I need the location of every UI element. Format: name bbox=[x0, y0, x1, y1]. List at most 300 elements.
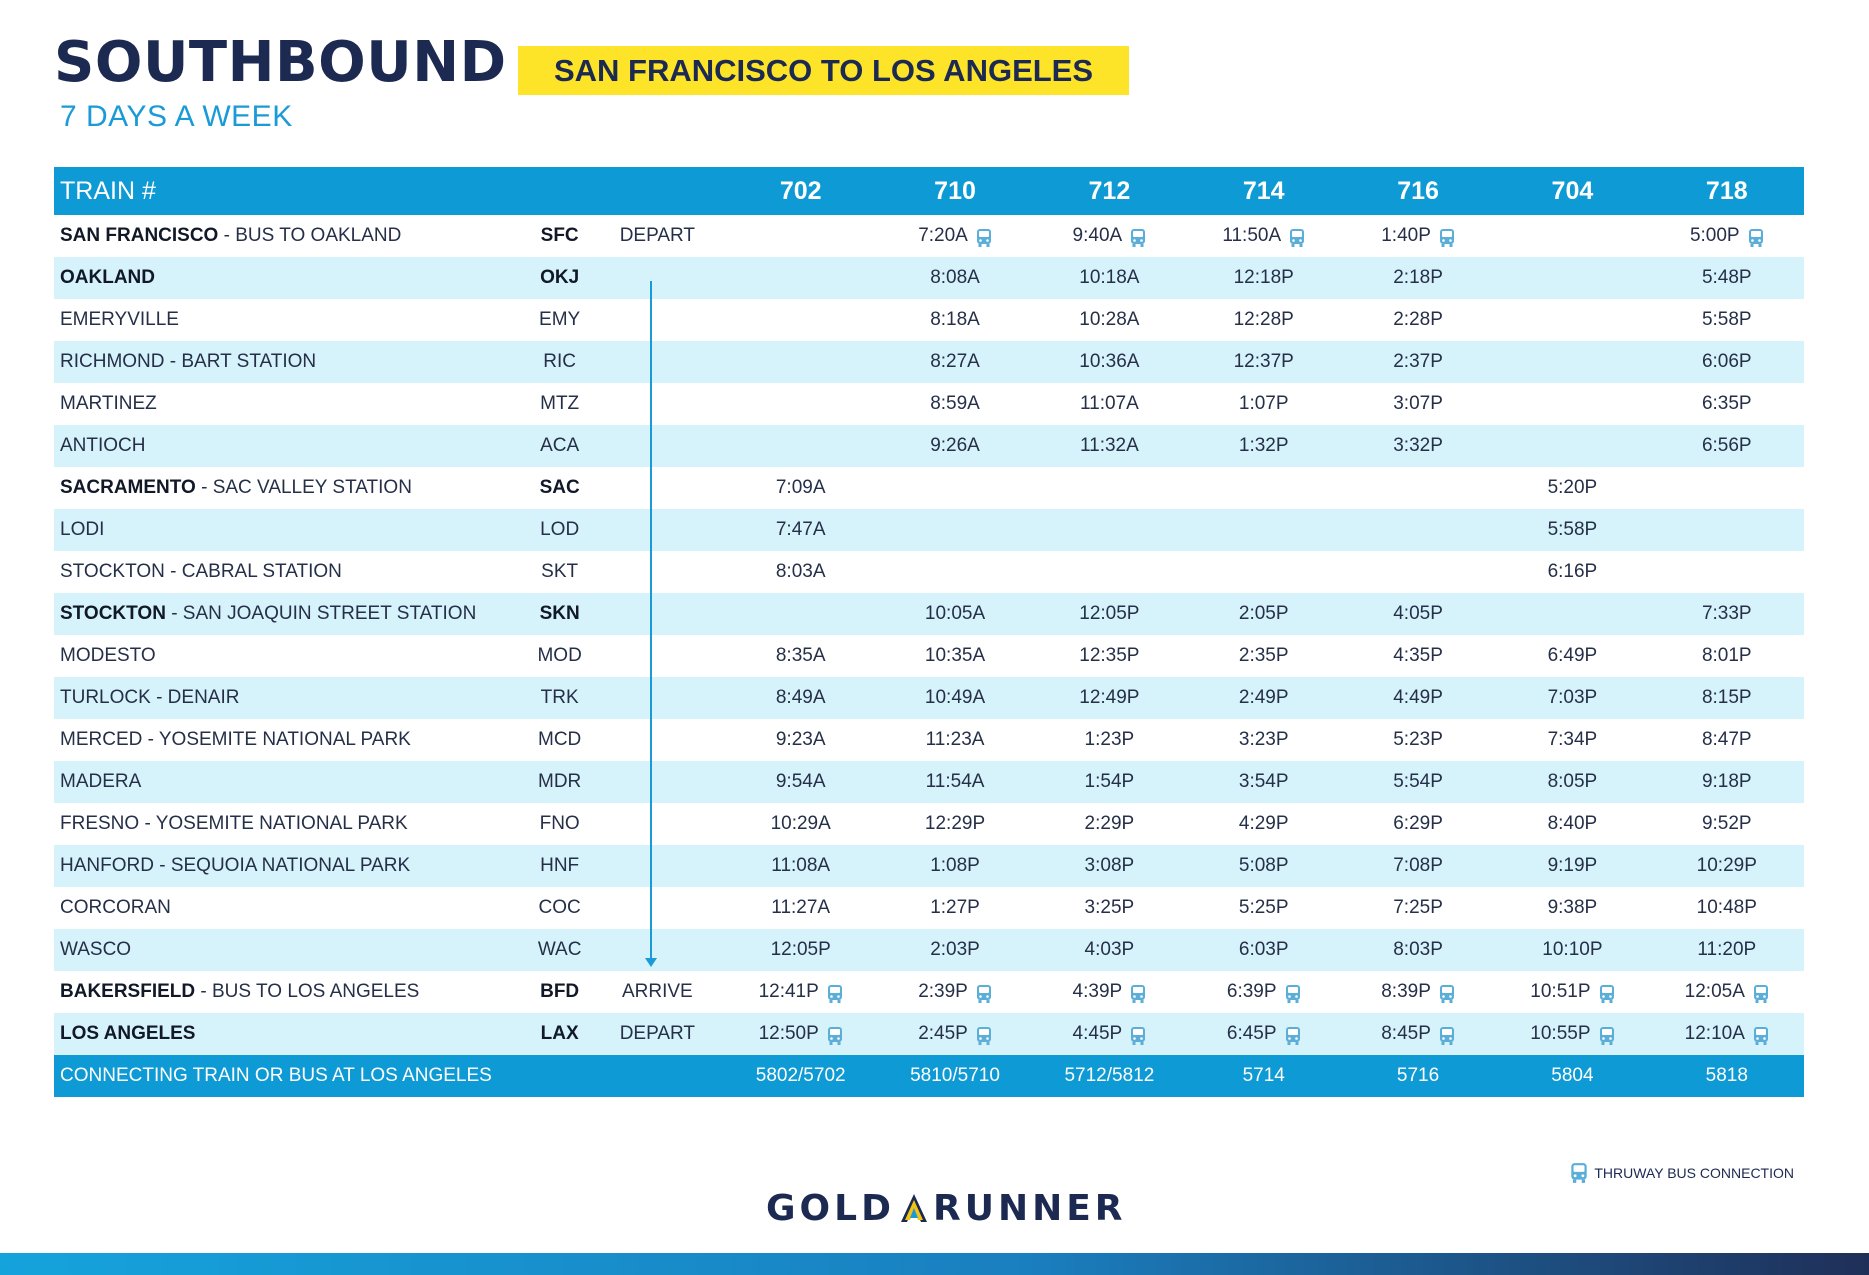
time-value: 7:20A bbox=[918, 224, 968, 246]
station-name bbox=[54, 425, 528, 467]
time-value: 9:26A bbox=[930, 435, 980, 456]
time-cell bbox=[1650, 215, 1804, 257]
time-value: 6:35P bbox=[1701, 393, 1752, 414]
time-value: 4:49P bbox=[1393, 687, 1443, 708]
time-value: 12:29P bbox=[924, 813, 986, 834]
time-value: 2:28P bbox=[1393, 309, 1443, 330]
time-cell bbox=[1032, 1013, 1186, 1055]
time-value: 1:23P bbox=[1084, 729, 1135, 750]
depart-arrive-flag: DEPART bbox=[619, 225, 696, 246]
time-cell bbox=[878, 551, 1032, 593]
time-cell bbox=[724, 971, 878, 1013]
depart-arrive-flag bbox=[591, 803, 723, 845]
time-cell bbox=[1650, 887, 1804, 929]
time-cell bbox=[1650, 929, 1804, 971]
schedule-table bbox=[54, 167, 1804, 1097]
time-cell bbox=[1032, 467, 1186, 509]
time-cell bbox=[1187, 887, 1341, 929]
time-value: 5:58P bbox=[1701, 309, 1752, 330]
time-value: 11:20P bbox=[1697, 939, 1757, 960]
time-value: 12:28P bbox=[1233, 309, 1294, 330]
time-cell bbox=[1341, 971, 1495, 1013]
time-cell bbox=[1032, 593, 1186, 635]
time-cell bbox=[1495, 887, 1649, 929]
bus-icon bbox=[1753, 1026, 1769, 1046]
time-cell bbox=[1032, 341, 1186, 383]
time-value: 7:09A bbox=[775, 477, 826, 498]
train-number: 704 bbox=[1495, 167, 1649, 215]
time-cell bbox=[1032, 215, 1186, 257]
time-value: 4:03P bbox=[1084, 939, 1135, 960]
station-code: TRK bbox=[528, 677, 591, 719]
time-cell bbox=[1495, 257, 1649, 299]
time-value: 2:37P bbox=[1393, 351, 1443, 372]
station-row bbox=[54, 1013, 1804, 1055]
time-value: 8:03P bbox=[1393, 939, 1443, 960]
station-row bbox=[54, 257, 1804, 299]
time-cell bbox=[1187, 425, 1341, 467]
time-cell bbox=[1495, 215, 1649, 257]
time-value: 8:35A bbox=[775, 645, 826, 666]
time-value: 10:29P bbox=[1696, 855, 1757, 876]
depart-arrive-flag bbox=[591, 341, 723, 383]
time-cell bbox=[878, 257, 1032, 299]
station-name-detail: MERCED - YOSEMITE NATIONAL PARK bbox=[60, 729, 411, 750]
time-value: 6:45P bbox=[1226, 1022, 1277, 1044]
service-days: 7 DAYS A WEEK bbox=[60, 100, 293, 133]
time-cell bbox=[878, 341, 1032, 383]
time-value: 3:07P bbox=[1393, 393, 1443, 414]
time-value: 12:10A bbox=[1684, 1022, 1745, 1044]
depart-arrive-flag bbox=[591, 635, 723, 677]
bottom-accent-bar bbox=[0, 1253, 1869, 1275]
depart-arrive-flag bbox=[591, 761, 723, 803]
station-name bbox=[54, 509, 528, 551]
time-value: 7:08P bbox=[1393, 855, 1443, 876]
bus-icon bbox=[1439, 984, 1455, 1004]
time-cell bbox=[1341, 887, 1495, 929]
page-title: SOUTHBOUND bbox=[54, 30, 507, 95]
station-row bbox=[54, 971, 1804, 1013]
time-value: 12:05P bbox=[1079, 603, 1140, 624]
station-code: BFD bbox=[540, 981, 580, 1002]
time-cell bbox=[1495, 341, 1649, 383]
depart-arrive-flag bbox=[591, 425, 723, 467]
time-cell bbox=[1495, 383, 1649, 425]
bus-icon bbox=[976, 1026, 992, 1046]
time-value: 9:18P bbox=[1701, 771, 1752, 792]
station-name bbox=[54, 803, 528, 845]
time-value: 2:03P bbox=[930, 939, 980, 960]
bus-icon bbox=[976, 984, 992, 1004]
station-name-bold: STOCKTON bbox=[60, 603, 166, 624]
time-cell bbox=[1650, 971, 1804, 1013]
time-value: 10:51P bbox=[1530, 980, 1591, 1002]
time-value: 2:29P bbox=[1084, 813, 1135, 834]
time-value: 8:45P bbox=[1381, 1022, 1431, 1044]
station-name bbox=[54, 467, 528, 509]
time-cell bbox=[1650, 593, 1804, 635]
time-cell bbox=[1187, 467, 1341, 509]
time-value: 11:50A bbox=[1222, 224, 1282, 246]
time-value: 10:10P bbox=[1542, 939, 1603, 960]
station-row bbox=[54, 761, 1804, 803]
time-cell bbox=[1187, 719, 1341, 761]
time-value: 10:48P bbox=[1696, 897, 1757, 918]
time-value: 3:54P bbox=[1238, 771, 1289, 792]
time-cell bbox=[724, 593, 878, 635]
time-value: 5:58P bbox=[1547, 519, 1598, 540]
train-number-label: TRAIN # bbox=[54, 167, 724, 215]
time-cell bbox=[1495, 509, 1649, 551]
time-cell bbox=[878, 677, 1032, 719]
time-value: 8:05P bbox=[1547, 771, 1598, 792]
time-cell bbox=[1495, 677, 1649, 719]
station-name-detail: WASCO bbox=[60, 939, 132, 960]
bus-icon bbox=[827, 984, 843, 1004]
time-value: 10:05A bbox=[924, 603, 986, 624]
depart-arrive-flag bbox=[591, 593, 723, 635]
time-cell bbox=[1495, 761, 1649, 803]
station-name-detail: TURLOCK - DENAIR bbox=[60, 687, 240, 708]
time-cell bbox=[1495, 467, 1649, 509]
logo-text-left: GOLD bbox=[766, 1188, 895, 1229]
time-value: 11:54A bbox=[925, 771, 985, 792]
train-number: 702 bbox=[724, 167, 878, 215]
time-value: 1:08P bbox=[930, 855, 980, 876]
time-cell bbox=[1032, 551, 1186, 593]
time-value: 8:49A bbox=[775, 687, 826, 708]
time-value: 5:20P bbox=[1547, 477, 1598, 498]
direction-arrow-head bbox=[645, 958, 657, 967]
time-value: 1:07P bbox=[1238, 393, 1289, 414]
time-cell bbox=[1495, 551, 1649, 593]
time-value: 11:07A bbox=[1079, 393, 1139, 414]
station-code: SKN bbox=[528, 593, 591, 635]
station-name-detail: STOCKTON - CABRAL STATION bbox=[60, 561, 342, 582]
bus-icon bbox=[1130, 228, 1146, 248]
depart-arrive-flag bbox=[591, 887, 723, 929]
time-value: 11:27A bbox=[771, 897, 831, 918]
time-cell bbox=[724, 887, 878, 929]
time-value: 5:23P bbox=[1393, 729, 1443, 750]
station-code: MTZ bbox=[540, 393, 580, 414]
time-cell bbox=[878, 803, 1032, 845]
station-code: MOD bbox=[537, 645, 582, 666]
station-code: SFC bbox=[540, 225, 579, 246]
station-code: LOD bbox=[528, 509, 591, 551]
connecting-label: CONNECTING TRAIN OR BUS AT LOS ANGELES bbox=[54, 1055, 724, 1097]
time-cell bbox=[1341, 467, 1495, 509]
time-value: 12:05A bbox=[1684, 980, 1745, 1002]
station-name-detail: FRESNO - YOSEMITE NATIONAL PARK bbox=[60, 813, 408, 834]
station-row bbox=[54, 593, 1804, 635]
bus-icon bbox=[1599, 1026, 1615, 1046]
time-cell bbox=[1650, 551, 1804, 593]
time-value: 10:18A bbox=[1079, 267, 1140, 288]
station-code: RIC bbox=[528, 341, 591, 383]
time-value: 2:45P bbox=[918, 1022, 968, 1044]
time-cell bbox=[1341, 383, 1495, 425]
time-cell bbox=[724, 677, 878, 719]
station-name-detail: MARTINEZ bbox=[60, 393, 157, 414]
station-code: COC bbox=[538, 897, 581, 918]
time-cell bbox=[724, 215, 878, 257]
route-banner: SAN FRANCISCO TO LOS ANGELES bbox=[518, 46, 1129, 95]
time-value: 10:49A bbox=[924, 687, 986, 708]
time-cell bbox=[1341, 425, 1495, 467]
time-value: 8:08A bbox=[930, 267, 980, 288]
time-cell bbox=[1650, 257, 1804, 299]
time-cell bbox=[1032, 887, 1186, 929]
time-cell bbox=[1650, 803, 1804, 845]
time-value: 8:47P bbox=[1701, 729, 1752, 750]
bus-icon bbox=[1439, 228, 1455, 248]
connecting-number: 5810/5710 bbox=[878, 1055, 1032, 1097]
station-name bbox=[54, 677, 528, 719]
time-value: 6:39P bbox=[1226, 980, 1277, 1002]
bus-icon bbox=[1285, 1026, 1301, 1046]
time-cell bbox=[1341, 215, 1495, 257]
time-cell bbox=[1495, 929, 1649, 971]
time-cell bbox=[1650, 299, 1804, 341]
depart-arrive-flag: ARRIVE bbox=[621, 981, 693, 1002]
time-value: 12:41P bbox=[758, 980, 819, 1002]
connecting-number: 5716 bbox=[1341, 1055, 1495, 1097]
time-cell bbox=[724, 467, 878, 509]
time-cell bbox=[724, 299, 878, 341]
time-cell bbox=[724, 719, 878, 761]
station-row bbox=[54, 845, 1804, 887]
time-cell bbox=[878, 1013, 1032, 1055]
time-value: 10:36A bbox=[1079, 351, 1140, 372]
time-value: 5:08P bbox=[1238, 855, 1289, 876]
time-value: 1:32P bbox=[1238, 435, 1289, 456]
station-row bbox=[54, 467, 1804, 509]
bus-icon bbox=[1570, 1162, 1588, 1184]
time-cell bbox=[1032, 929, 1186, 971]
bus-icon bbox=[1753, 984, 1769, 1004]
station-name bbox=[54, 887, 528, 929]
time-value: 5:25P bbox=[1238, 897, 1289, 918]
time-cell bbox=[878, 215, 1032, 257]
train-number: 718 bbox=[1650, 167, 1804, 215]
station-row bbox=[54, 551, 1804, 593]
time-value: 3:25P bbox=[1084, 897, 1135, 918]
connecting-number: 5804 bbox=[1495, 1055, 1649, 1097]
time-cell bbox=[1495, 845, 1649, 887]
station-row bbox=[54, 509, 1804, 551]
time-cell bbox=[1341, 257, 1495, 299]
time-cell bbox=[1341, 635, 1495, 677]
bus-icon bbox=[1748, 228, 1764, 248]
train-number: 710 bbox=[878, 167, 1032, 215]
bus-icon bbox=[1130, 984, 1146, 1004]
station-name-detail: - SAC VALLEY STATION bbox=[195, 477, 412, 498]
time-cell bbox=[1495, 635, 1649, 677]
time-cell bbox=[1187, 929, 1341, 971]
station-name-detail: ANTIOCH bbox=[60, 435, 146, 456]
time-cell bbox=[1032, 845, 1186, 887]
station-row bbox=[54, 383, 1804, 425]
depart-arrive-flag bbox=[591, 467, 723, 509]
station-code: MDR bbox=[528, 761, 591, 803]
station-name bbox=[54, 929, 528, 971]
connecting-number: 5818 bbox=[1650, 1055, 1804, 1097]
time-cell bbox=[724, 509, 878, 551]
time-cell bbox=[878, 383, 1032, 425]
time-cell bbox=[1032, 383, 1186, 425]
time-cell bbox=[1341, 719, 1495, 761]
station-name-detail: - BUS TO LOS ANGELES bbox=[195, 981, 420, 1002]
station-name bbox=[54, 971, 528, 1013]
time-value: 8:39P bbox=[1381, 980, 1431, 1002]
time-cell bbox=[1187, 215, 1341, 257]
time-cell bbox=[1341, 299, 1495, 341]
time-value: 2:49P bbox=[1238, 687, 1289, 708]
time-value: 4:45P bbox=[1072, 1022, 1123, 1044]
time-cell bbox=[1341, 551, 1495, 593]
time-cell bbox=[878, 467, 1032, 509]
station-row bbox=[54, 341, 1804, 383]
station-name bbox=[54, 719, 528, 761]
time-cell bbox=[1650, 677, 1804, 719]
station-code: MCD bbox=[538, 729, 582, 750]
time-cell bbox=[1187, 299, 1341, 341]
station-name-bold: LOS ANGELES bbox=[60, 1023, 196, 1044]
time-cell bbox=[1650, 845, 1804, 887]
station-name bbox=[54, 761, 528, 803]
time-cell bbox=[1650, 383, 1804, 425]
time-value: 6:56P bbox=[1701, 435, 1752, 456]
depart-arrive-flag bbox=[591, 719, 723, 761]
time-cell bbox=[724, 425, 878, 467]
time-value: 12:05P bbox=[770, 939, 831, 960]
time-cell bbox=[724, 1013, 878, 1055]
train-number: 714 bbox=[1187, 167, 1341, 215]
time-value: 9:54A bbox=[775, 771, 826, 792]
time-cell bbox=[1341, 761, 1495, 803]
station-row bbox=[54, 635, 1804, 677]
station-name bbox=[54, 845, 528, 887]
time-cell bbox=[1187, 341, 1341, 383]
time-cell bbox=[1495, 299, 1649, 341]
time-cell bbox=[878, 887, 1032, 929]
depart-arrive-flag bbox=[591, 551, 723, 593]
station-name-detail: MADERA bbox=[60, 771, 142, 792]
station-name bbox=[54, 635, 528, 677]
time-value: 6:49P bbox=[1547, 645, 1598, 666]
station-row bbox=[54, 719, 1804, 761]
time-value: 9:38P bbox=[1547, 897, 1598, 918]
time-cell bbox=[1032, 509, 1186, 551]
time-cell bbox=[1495, 971, 1649, 1013]
time-cell bbox=[1032, 677, 1186, 719]
time-cell bbox=[878, 509, 1032, 551]
bus-icon bbox=[1289, 228, 1305, 248]
station-name bbox=[54, 299, 528, 341]
station-name-detail: EMERYVILLE bbox=[60, 309, 179, 330]
time-cell bbox=[878, 719, 1032, 761]
station-name bbox=[54, 383, 528, 425]
time-cell bbox=[724, 551, 878, 593]
station-code: LAX bbox=[528, 1013, 591, 1055]
time-value: 6:06P bbox=[1701, 351, 1752, 372]
time-cell bbox=[724, 803, 878, 845]
time-cell bbox=[1032, 635, 1186, 677]
bus-icon bbox=[1599, 984, 1615, 1004]
station-name bbox=[54, 341, 528, 383]
time-value: 7:25P bbox=[1393, 897, 1443, 918]
time-value: 7:47A bbox=[775, 519, 826, 540]
time-value: 9:40A bbox=[1072, 224, 1123, 246]
time-cell bbox=[1187, 761, 1341, 803]
time-cell bbox=[1495, 719, 1649, 761]
station-code: ACA bbox=[528, 425, 591, 467]
time-cell bbox=[724, 761, 878, 803]
time-cell bbox=[878, 635, 1032, 677]
time-cell bbox=[1495, 803, 1649, 845]
legend-label: THRUWAY BUS CONNECTION bbox=[1594, 1165, 1794, 1181]
time-cell bbox=[878, 971, 1032, 1013]
time-cell bbox=[1032, 971, 1186, 1013]
depart-arrive-flag bbox=[591, 845, 723, 887]
time-cell bbox=[878, 929, 1032, 971]
train-number: 712 bbox=[1032, 167, 1186, 215]
station-code: SAC bbox=[539, 477, 580, 498]
time-value: 4:05P bbox=[1393, 603, 1443, 624]
station-name-bold: SAN FRANCISCO bbox=[60, 225, 219, 246]
station-code: EMY bbox=[539, 309, 581, 330]
time-cell bbox=[1187, 635, 1341, 677]
time-cell bbox=[1187, 1013, 1341, 1055]
time-cell bbox=[1341, 509, 1495, 551]
depart-arrive-flag: DEPART bbox=[591, 1013, 723, 1055]
time-value: 11:08A bbox=[771, 855, 831, 876]
time-cell bbox=[724, 845, 878, 887]
station-name-bold: BAKERSFIELD bbox=[60, 981, 196, 1002]
station-name bbox=[54, 257, 528, 299]
depart-arrive-flag bbox=[591, 929, 723, 971]
logo-mark-icon bbox=[899, 1192, 929, 1226]
time-cell bbox=[1650, 1013, 1804, 1055]
station-name-detail: MODESTO bbox=[60, 645, 156, 666]
station-code: WAC bbox=[528, 929, 591, 971]
header-row bbox=[54, 167, 1804, 215]
time-cell bbox=[1341, 845, 1495, 887]
time-value: 12:18P bbox=[1233, 267, 1294, 288]
time-cell bbox=[1341, 1013, 1495, 1055]
time-cell bbox=[1187, 257, 1341, 299]
time-value: 10:55P bbox=[1530, 1022, 1591, 1044]
time-value: 9:23A bbox=[775, 729, 826, 750]
time-value: 6:29P bbox=[1393, 813, 1443, 834]
depart-arrive-flag bbox=[591, 677, 723, 719]
goldrunner-logo bbox=[766, 1188, 1127, 1229]
connecting-row bbox=[54, 1055, 1804, 1097]
time-value: 11:32A bbox=[1079, 435, 1139, 456]
time-cell bbox=[1495, 425, 1649, 467]
time-value: 8:03A bbox=[775, 561, 826, 582]
time-cell bbox=[1032, 425, 1186, 467]
time-cell bbox=[724, 635, 878, 677]
connecting-number: 5714 bbox=[1187, 1055, 1341, 1097]
time-value: 3:32P bbox=[1393, 435, 1443, 456]
time-value: 8:18A bbox=[930, 309, 980, 330]
station-name bbox=[54, 551, 528, 593]
bus-icon bbox=[976, 228, 992, 248]
time-cell bbox=[1650, 467, 1804, 509]
